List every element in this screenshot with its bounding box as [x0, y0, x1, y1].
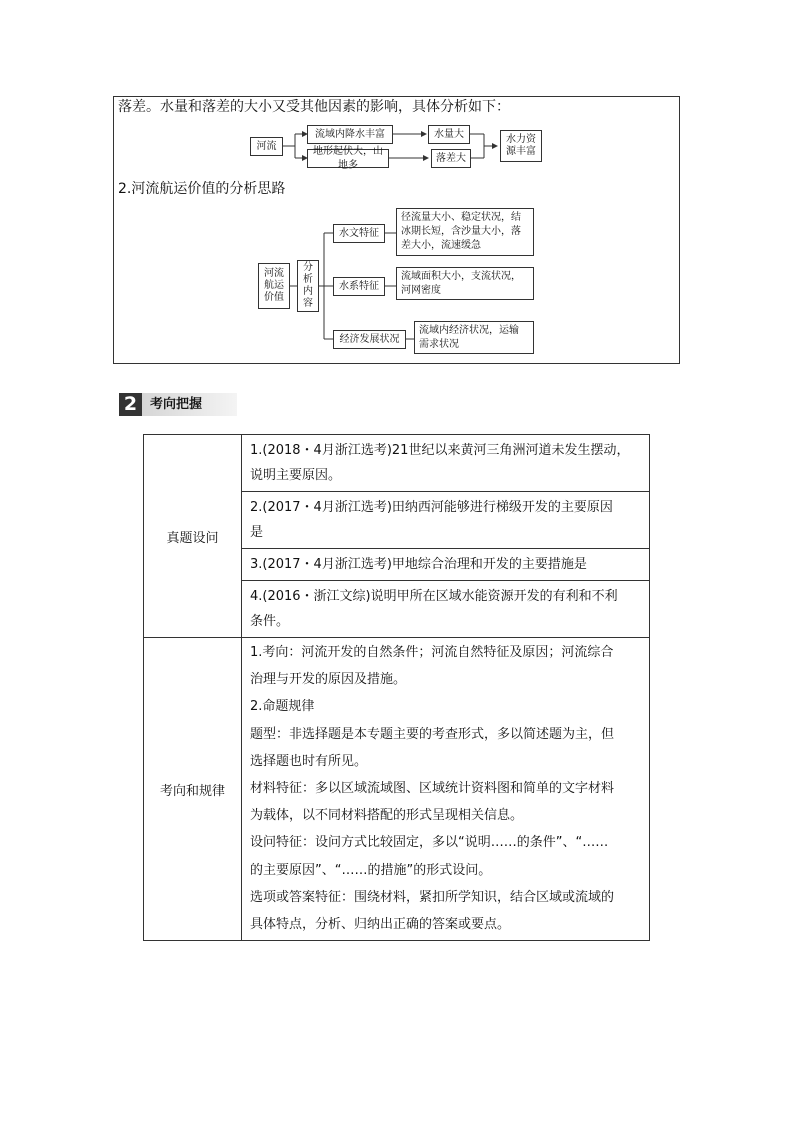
root-line-3: 价值 [264, 292, 284, 303]
hydropower-result-box [500, 130, 542, 162]
rules-line: 选择题也时有所见。 [250, 753, 368, 769]
hydrology-detail-box [396, 208, 534, 256]
rules-line: 1.考向：河流开发的自然条件；河流自然特征及原因；河流综合 [250, 645, 614, 660]
terrain-box: 地形起伏大，山地多 [307, 149, 389, 168]
rules-line: 的主要原因”、“……的措施”的形式设问。 [250, 862, 492, 878]
rules-line: 具体特点，分析、归纳出正确的答案或要点。 [250, 917, 511, 933]
q4-line-2: 条件。 [250, 614, 290, 629]
analysis-line-4: 容 [303, 298, 313, 309]
section-title: 考向把握 [150, 397, 203, 412]
question-cell [242, 435, 650, 492]
rules-line: 治理与开发的原因及措施。 [250, 672, 407, 688]
result-line-2: 源丰富 [506, 146, 536, 157]
result-line-1: 水力资 [506, 134, 536, 145]
system-detail-line-2: 河网密度 [401, 284, 441, 296]
q3-line-1: 3.(2017・4月浙江选考)甲地综合治理和开发的主要措施是 [250, 557, 587, 572]
q1-line-2: 说明主要原因。 [250, 468, 342, 483]
q4-line-1: 4.(2016・浙江文综)说明甲所在区域水能资源开发的有利和不利 [250, 589, 618, 604]
trends-rules-label: 考向和规律 [144, 638, 242, 941]
economy-label-box: 经济发展状况 [333, 330, 406, 349]
rules-line: 题型：非选择题是本专题主要的考查形式，多以简述题为主，但 [250, 726, 615, 742]
section-number: 2 [119, 393, 142, 416]
system-detail-line-1: 流域面积大小，支流状况， [401, 270, 521, 282]
exam-questions-label: 真题设问 [144, 435, 242, 638]
question-cell [242, 549, 650, 581]
hydro-detail-line-2: 冰期长短，含沙量大小，落 [401, 226, 521, 237]
q1-line-1: 1.(2018・4月浙江选考)21世纪以来黄河三角洲河道未发生摆动， [250, 443, 630, 458]
precipitation-box: 流域内降水丰富 [307, 125, 393, 144]
navigation-value-box [258, 263, 290, 309]
question-cell [242, 581, 650, 638]
exam-analysis-table [143, 434, 650, 941]
hydro-detail-line-3: 差大小，流速缓急 [401, 240, 481, 251]
subheading-navigation: 2.河流航运价值的分析思路 [118, 181, 286, 197]
water-system-label-box: 水系特征 [333, 277, 385, 296]
analysis-content-box [297, 260, 319, 312]
economy-detail-box [414, 321, 534, 354]
table-row [144, 435, 650, 492]
analysis-line-3: 内 [303, 286, 313, 297]
rules-line: 2.命题规律 [250, 699, 315, 715]
rules-line: 为载体，以不同材料搭配的形式呈现相关信息。 [250, 808, 524, 824]
table-row [144, 638, 650, 941]
rules-line: 设问特征：设问方式比较固定，多以“说明……的条件”、“…… [250, 835, 609, 851]
analysis-line-2: 析 [303, 274, 313, 285]
econ-detail-line-1: 流域内经济状况，运输 [419, 324, 519, 336]
intro-text: 落差。水量和落差的大小又受其他因素的影响，具体分析如下： [118, 99, 510, 115]
hydro-detail-line-1: 径流量大小、稳定状况，结 [401, 212, 521, 223]
question-cell [242, 492, 650, 549]
river-box: 河流 [250, 137, 283, 156]
hydrology-label-box: 水文特征 [333, 224, 385, 243]
water-volume-box: 水量大 [428, 125, 470, 144]
rules-line: 材料特征：多以区域流域图、区域统计资料图和简单的文字材料 [250, 781, 615, 797]
elevation-drop-box: 落差大 [431, 149, 471, 168]
rules-cell [242, 638, 650, 941]
econ-detail-line-2: 需求状况 [419, 338, 459, 350]
q2-line-1: 2.(2017・4月浙江选考)田纳西河能够进行梯级开发的主要原因 [250, 500, 613, 515]
rules-line: 选项或答案特征：围绕材料，紧扣所学知识，结合区域或流域的 [250, 889, 615, 905]
root-line-2: 航运 [264, 280, 284, 291]
water-system-detail-box [396, 267, 534, 300]
q2-line-2: 是 [250, 525, 264, 540]
root-line-1: 河流 [264, 268, 284, 279]
analysis-line-1: 分 [303, 262, 313, 273]
